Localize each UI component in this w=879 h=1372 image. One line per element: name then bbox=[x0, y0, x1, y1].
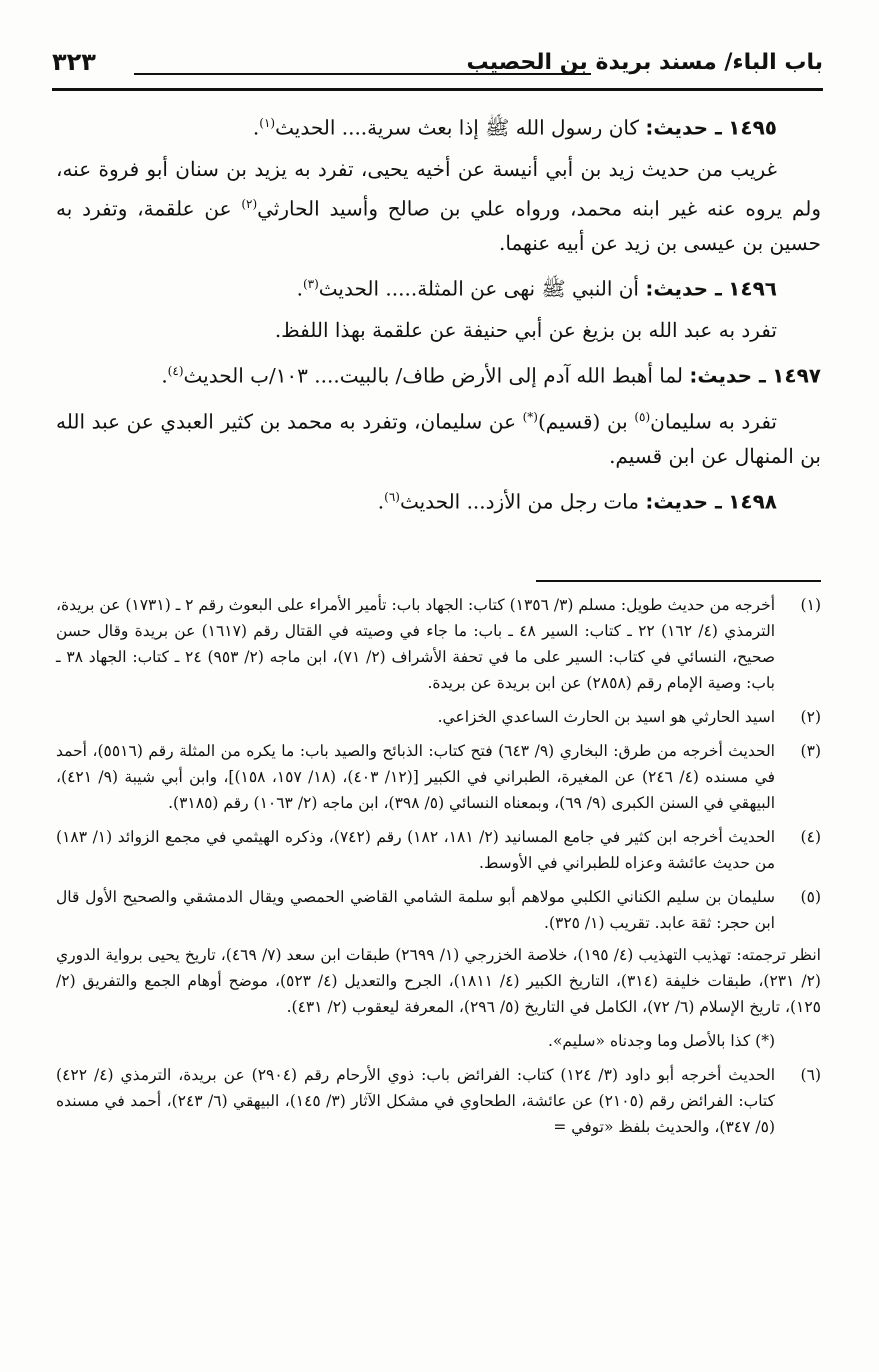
footnotes bbox=[56, 592, 821, 1148]
footnote-label: (٢) bbox=[800, 708, 821, 726]
footnote-2 bbox=[56, 704, 821, 730]
entry-label: ـ حديث: bbox=[645, 276, 722, 301]
footnote-ref: (٢) bbox=[241, 196, 258, 211]
entry-number: ١٤٩٥ bbox=[728, 115, 777, 140]
footnote-label: (٥) bbox=[800, 888, 821, 906]
commentary-text: غريب من حديث زيد بن أبي أنيسة عن أخيه يحيى، تفرد به يزيد بن سنان أبو فروة عنه، ولم يروه عنه غير ابنه محمد، ورواه علي بن صالح وأسيد الحارثي bbox=[56, 156, 822, 221]
footnote-text: الحديث أخرجه ابن كثير في جامع المسانيد (٢/ ١٨١، ١٨٢) رقم (٧٤٢)، وذكره الهيثمي في مجمع الزوائد (١/ ١٨٣) من حديث عائشة وعزاه للطبراني في الأوسط. bbox=[56, 828, 775, 872]
footnote-3 bbox=[56, 738, 821, 816]
footnote-6 bbox=[56, 1062, 821, 1140]
footnote-text: الحديث أخرجه من طرق: البخاري (٩/ ٦٤٣) فتح كتاب: الذبائح والصيد باب: ما يكره من المثلة رقم (٥٥١٦)، أحمد في مسنده (٤/ ٢٤٦) عن المغيرة، الطبراني في الكبير [(١٢/ ٤٠٣)، (١٨/ ١٥٧، ١٥٨)]، وابن أبي شيبة (٩/ ٤٢١)، البيهقي في السنن الكبرى (٩/ ٦٩)، وبمعناه النسائي (٥/ ٣٩٨)، ابن ماجه (٢/ ١٠٦٣) رقم (٣١٨٥). bbox=[56, 742, 776, 812]
commentary-text: تفرد به عبد الله بن بزيغ عن أبي حنيفة عن علقمة بهذا اللفظ. bbox=[274, 317, 777, 342]
entry-label: ـ حديث: bbox=[645, 489, 722, 514]
entry-number: ١٤٩٦ bbox=[728, 276, 777, 301]
footnote-subtext: انظر ترجمته: تهذيب التهذيب (٤/ ١٩٥)، خلاصة الخزرجي (١/ ٢٦٩٩) طبقات ابن سعد (٧/ ٤٦٩)، تاريخ يحيى برواية الدوري (٢/ ٢٣١)، طبقات خليفة (٣١٤)، التاريخ الكبير (٤/ ١٨١١)، الجرح والتعديل (٤/ ٥٢٣)، موضح أوهام الجمع والتفريق (٢/ ١٢٥)، تاريخ الإسلام (٦/ ٧٢)، الكامل في التاريخ (٥/ ٢٩٦)، المعرفة ليعقوب (٢/ ٤٣١). bbox=[56, 946, 821, 1016]
page-number: ٣٢٣ bbox=[52, 48, 96, 76]
footnote-label: (١) bbox=[800, 596, 821, 614]
footnote-label: (*) bbox=[755, 1032, 775, 1050]
entry-number: ١٤٩٧ bbox=[772, 363, 821, 388]
footnote-ref: (١) bbox=[259, 116, 276, 130]
footnote-text: اسيد الحارثي هو اسيد بن الحارث الساعدي الخزاعي. bbox=[437, 708, 775, 726]
footnote-asterisk bbox=[56, 1028, 821, 1054]
footnote-text: سليمان بن سليم الكناني الكلبي مولاهم أبو سلمة الشامي القاضي الحمصي ويقال الدمشقي والصحيح الأول قال ابن حجر: ثقة عابد. تقريب (١/ ٣٢٥). bbox=[56, 888, 775, 932]
footnote-1 bbox=[56, 592, 821, 696]
running-header bbox=[52, 42, 823, 80]
main-text bbox=[56, 104, 821, 526]
footnote-4 bbox=[56, 824, 821, 876]
commentary-text: عن سليمان، وتفرد به محمد بن كثير العبدي عن عبد الله بن المنهال عن ابن قسيم. bbox=[56, 409, 821, 469]
footnote-text: الحديث أخرجه أبو داود (٣/ ١٢٤) كتاب: الفرائض باب: ذوي الأرحام رقم (٢٩٠٤) عن بريدة، الترمذي (٤/ ٤٢٢) كتاب: الفرائض رقم (٢١٠٥) عن عائشة، الطحاوي في مشكل الآثار (٣/ ١٤٥)، البيهقي (٦/ ٢٤٣)، أحمد في مسنده (٥/ ٣٤٧)، والحديث بلفظ «توفي = bbox=[56, 1066, 776, 1136]
entry-label: ـ حديث: bbox=[645, 115, 722, 140]
entry-number: ١٤٩٨ bbox=[728, 489, 777, 514]
commentary-text: بن (قسيم) bbox=[538, 409, 628, 434]
footnote-ref: (*) bbox=[522, 409, 538, 424]
entry-text: كان رسول الله ﷺ إذا بعث سرية.... الحديث bbox=[275, 115, 639, 140]
footnote-text: كذا بالأصل وما وجدناه «سليم». bbox=[548, 1032, 751, 1050]
footnote-label: (٣) bbox=[800, 742, 821, 760]
chapter-title: باب الباء/ مسند بريدة بن الحصيب bbox=[466, 50, 823, 75]
entry-label: ـ حديث: bbox=[689, 363, 766, 388]
header-rule bbox=[52, 88, 823, 91]
entry-text: مات رجل من الأزد... الحديث bbox=[399, 489, 639, 514]
footnote-5 bbox=[56, 884, 821, 936]
footnote-label: (٤) bbox=[800, 828, 821, 846]
commentary-text: تفرد به سليمان bbox=[650, 409, 778, 434]
footnote-ref: (٦) bbox=[384, 490, 400, 505]
commentary-text: عن علقمة، وتفرد به حسين بن عيسى بن زيد عن أبيه عنهما. bbox=[56, 196, 821, 256]
footnote-ref: (٥) bbox=[634, 409, 651, 424]
commentary-paragraph bbox=[56, 313, 821, 348]
footnote-text: أخرجه من حديث طويل: مسلم (٣/ ١٣٥٦) كتاب: الجهاد باب: تأمير الأمراء على البعوث رقم ٢ ـ (١٧٣١) عن بريدة، الترمذي (٤/ ١٦٢) ٢٢ ـ كتاب: السير ٤٨ ـ باب: ما جاء في وصيته في القتال رقم (١٦١٧) عن بريدة وقال حسن صحيح، النسائي في كتاب: السير على ما في تحفة الأشراف (٢/ ٧١)، ابن ماجه (٢/ ٩٥٣) ٢٤ ـ كتاب: الجهاد ٣٨ ـ باب: وصية الإمام رقم (٢٨٥٨) عن ابن بريدة عن بريدة. bbox=[56, 596, 776, 692]
footnote-label: (٦) bbox=[800, 1066, 821, 1084]
entry-text: أن النبي ﷺ نهى عن المثلة..... الحديث bbox=[318, 276, 639, 301]
hadith-entry-1498: ١٤٩٨ ـ حديث: مات رجل من الأزد... الحديث$^{(٦)}$. bbox=[377, 489, 777, 514]
commentary-paragraph bbox=[56, 152, 821, 262]
hadith-entry-1497: ١٤٩٧ ـ حديث: لما أهبط الله آدم إلى الأرض طاف/ بالبيت.... ١٠٣/ب الحديث$^{(٤)}$. bbox=[161, 363, 821, 388]
hadith-entry-1495: ١٤٩٥ ـ حديث: كان رسول الله ﷺ إذا بعث سرية.... الحديث$^{(١)}$. bbox=[252, 115, 777, 140]
footnote-ref: (٤) bbox=[167, 363, 184, 378]
footnote-5-sources bbox=[56, 942, 821, 1020]
hadith-entry-1496: ١٤٩٦ ـ حديث: أن النبي ﷺ نهى عن المثلة..... الحديث$^{(٣)}$. bbox=[296, 276, 777, 301]
header-leader-line bbox=[134, 73, 591, 75]
entry-text: لما أهبط الله آدم إلى الأرض طاف/ بالبيت.... ١٠٣/ب الحديث bbox=[183, 363, 683, 388]
commentary-paragraph bbox=[56, 400, 821, 475]
footnote-ref: (٣) bbox=[302, 277, 319, 292]
footnote-separator bbox=[536, 580, 821, 582]
